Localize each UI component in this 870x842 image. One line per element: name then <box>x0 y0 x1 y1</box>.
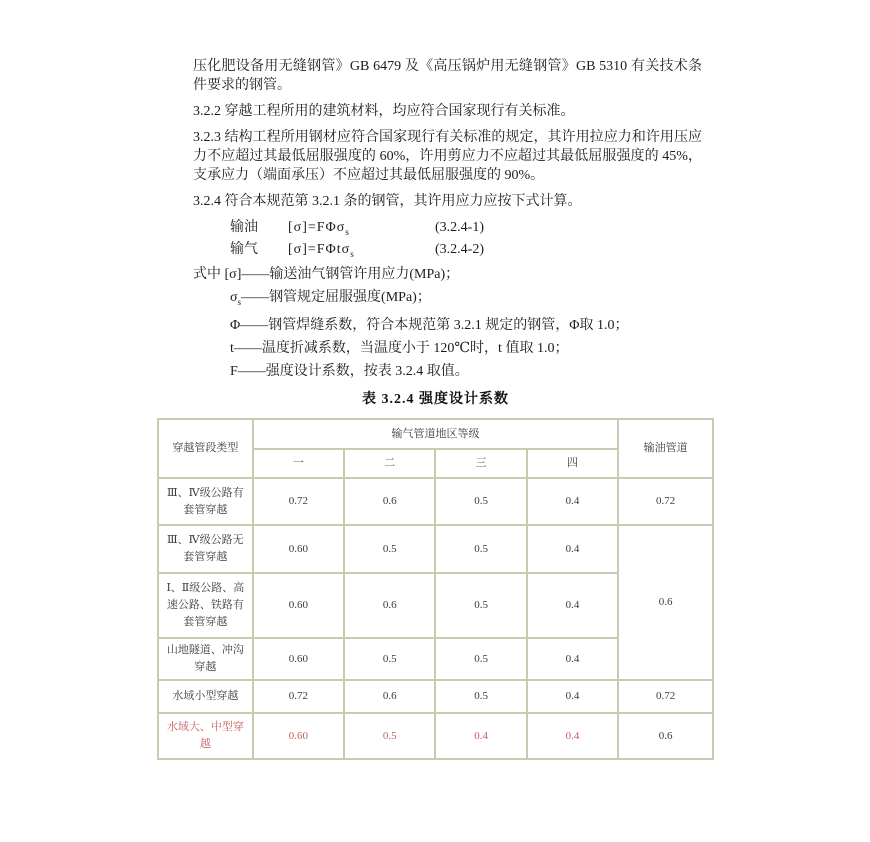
definition-t <box>193 339 702 358</box>
table-cell: 0.5 <box>435 680 526 713</box>
formula-oil-subscript: s <box>345 226 350 237</box>
table-cell: 0.5 <box>435 525 526 573</box>
table-cell: 0.5 <box>435 638 526 680</box>
definition-f-text: ——强度设计系数，按表 3.2.4 取值。 <box>237 363 469 379</box>
definition-f <box>193 362 702 381</box>
clause-3-2-3: 3.2.3 结构工程所用钢材应符合国家现行有关标准的规定，其许用拉应力和许用压应力不应超过其最低屈服强度的 60%，许用剪应力不应超过其最低屈服强度的 45%，支承应力（端面承压）不应超过其最低屈服强度的 90%。 <box>193 130 702 183</box>
table-cell: 0.6 <box>344 478 435 525</box>
table-cell: 0.5 <box>344 713 435 759</box>
definition-sigma-s-symbol: σ <box>230 290 238 305</box>
definition-t-text: ——温度折减系数，当温度小于 120℃时，t 值取 1.0； <box>233 340 569 356</box>
header-gas-level-4: 四 <box>527 449 618 478</box>
header-gas-region-group: 输气管道地区等级 <box>253 419 619 449</box>
table-cell: 0.4 <box>435 713 526 759</box>
oil-value-cell: 0.72 <box>618 478 713 525</box>
definition-sigma-s <box>193 288 702 312</box>
oil-value-cell-merged: 0.6 <box>618 525 713 680</box>
table-title: 表 3.2.4 强度设计系数 <box>362 392 509 407</box>
formula-oil-number: (3.2.4-1) <box>435 220 484 235</box>
row-label-cell: 水域大、中型穿越 <box>158 713 253 759</box>
table-cell: 0.4 <box>527 713 618 759</box>
table-cell: 0.5 <box>344 638 435 680</box>
oil-value-cell: 0.6 <box>618 713 713 759</box>
formula-gas-subscript: s <box>350 248 355 259</box>
table-cell: 0.4 <box>527 478 618 525</box>
formula-gas-number: (3.2.4-2) <box>435 242 484 257</box>
row-label-cell: 水域小型穿越 <box>158 680 253 713</box>
oil-value-cell: 0.72 <box>618 680 713 713</box>
table-cell: 0.60 <box>253 713 344 759</box>
row-label-cell: Ⅲ、Ⅳ级公路无套管穿越 <box>158 525 253 573</box>
table-cell: 0.5 <box>344 525 435 573</box>
table-cell: 0.60 <box>253 638 344 680</box>
definition-t-symbol: t <box>230 340 234 356</box>
header-gas-level-3: 三 <box>435 449 526 478</box>
clause-3-2-2: 3.2.2 穿越工程所用的建筑材料，均应符合国家现行有关标准。 <box>193 104 575 119</box>
table-cell: 0.72 <box>253 478 344 525</box>
strength-design-factor-table <box>157 418 714 760</box>
intro-paragraph: 压化肥设备用无缝钢管》GB 6479 及《高压锅炉用无缝钢管》GB 5310 有关技术条件要求的钢管。 <box>193 59 702 93</box>
where-clause: 式中 [σ]——输送油气钢管许用应力(MPa)； <box>193 267 460 282</box>
formula-gas-body: [σ]=FΦtσ <box>288 242 351 257</box>
definition-phi <box>193 316 702 335</box>
table-cell: 0.72 <box>253 680 344 713</box>
table-cell: 0.4 <box>527 525 618 573</box>
table-cell: 0.60 <box>253 573 344 638</box>
table-cell: 0.6 <box>344 680 435 713</box>
definition-sigma-s-text: ——钢管规定屈服强度(MPa)； <box>241 290 431 305</box>
table-cell: 0.4 <box>527 680 618 713</box>
table-cell: 0.6 <box>344 573 435 638</box>
formula-oil-body: [σ]=FΦσ <box>288 220 346 235</box>
header-crossing-type: 穿越管段类型 <box>158 419 253 478</box>
row-label-cell: Ⅲ、Ⅳ级公路有套管穿越 <box>158 478 253 525</box>
table-cell: 0.60 <box>253 525 344 573</box>
document-text-block <box>193 57 702 385</box>
formula-gas <box>193 240 702 262</box>
row-label-cell: Ⅰ、Ⅱ级公路、高速公路、铁路有套管穿越 <box>158 573 253 638</box>
definition-phi-text: ——钢管焊缝系数，符合本规范第 3.2.1 规定的钢管，Φ取 1.0； <box>240 317 629 333</box>
formula-gas-label: 输气 <box>230 242 258 257</box>
formula-oil <box>193 218 702 240</box>
formula-gas-expression <box>288 240 355 264</box>
definition-f-symbol: F <box>230 363 238 379</box>
table-cell: 0.4 <box>527 638 618 680</box>
table-row <box>158 478 713 525</box>
formula-oil-label: 输油 <box>230 220 258 235</box>
table-cell: 0.4 <box>527 573 618 638</box>
table-row <box>158 525 713 573</box>
header-gas-level-2: 二 <box>344 449 435 478</box>
table-cell: 0.5 <box>435 573 526 638</box>
table-row-highlighted <box>158 713 713 759</box>
strength-factor-table-section <box>157 388 714 760</box>
formula-oil-expression <box>288 218 350 242</box>
header-gas-level-1: 一 <box>253 449 344 478</box>
table-row <box>158 680 713 713</box>
table-header-row-1 <box>158 419 713 449</box>
definition-phi-symbol: Φ <box>230 317 241 333</box>
header-oil-pipeline: 输油管道 <box>618 419 713 478</box>
definition-sigma-s-subscript: s <box>237 296 242 307</box>
table-cell: 0.5 <box>435 478 526 525</box>
row-label-cell: 山地隧道、冲沟穿越 <box>158 638 253 680</box>
clause-3-2-4: 3.2.4 符合本规范第 3.2.1 条的钢管，其许用应力应按下式计算。 <box>193 194 582 209</box>
